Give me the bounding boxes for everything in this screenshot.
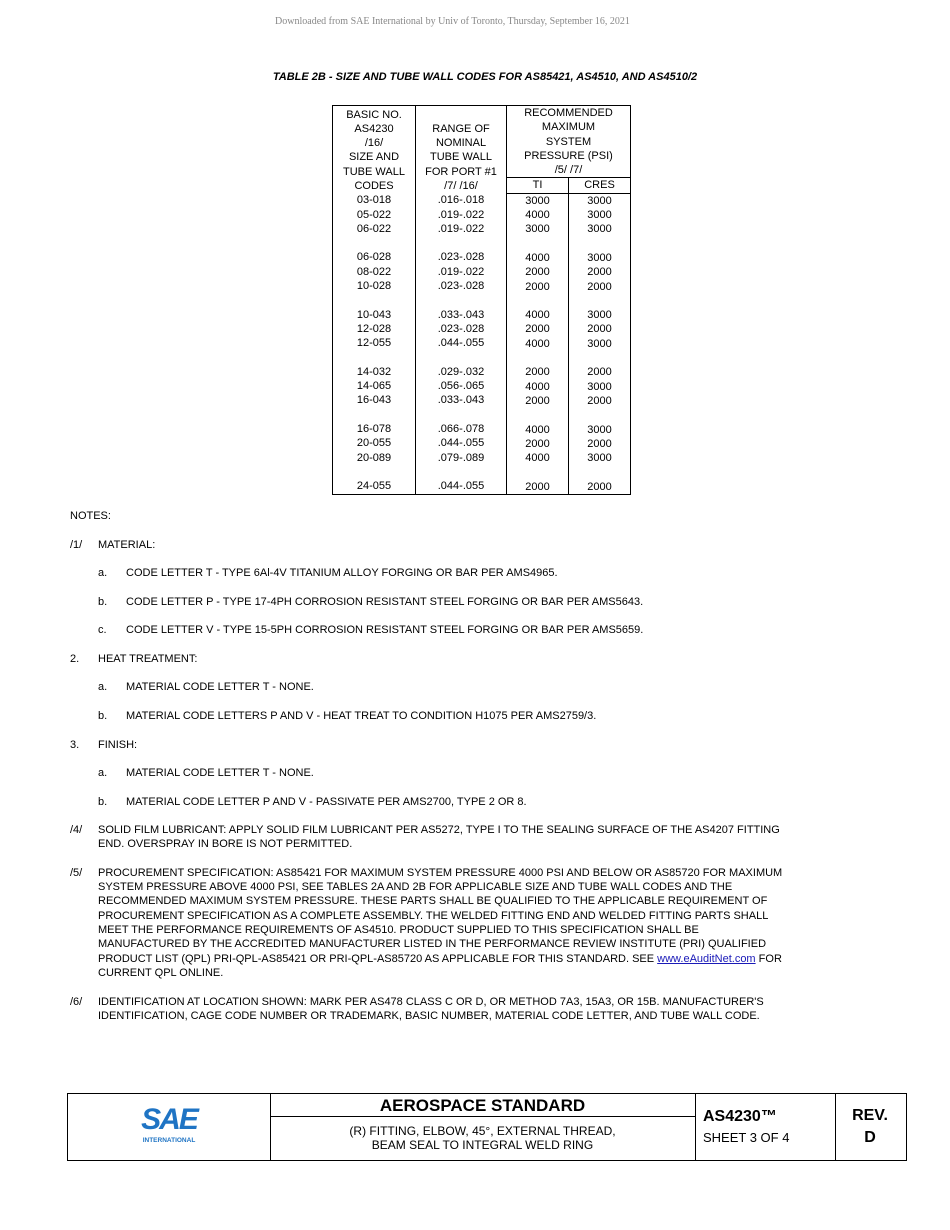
note-5-line-4: PROCUREMENT SPECIFICATION AS A COMPLETE ASSEMBLY. THE WELDED FITTING END AND WELDED FITTING PARTS SHALL <box>98 910 769 922</box>
notes-heading: NOTES: <box>70 510 111 522</box>
cell-range: .029-.032 <box>437 365 485 378</box>
note-1a-text: CODE LETTER T - TYPE 6Al-4V TITANIUM ALLOY FORGING OR BAR PER AMS4965. <box>126 567 558 579</box>
note-3a-letter: a. <box>98 767 108 779</box>
cell-code: 16-043 <box>356 394 392 407</box>
cell-ti-pressure: 4000 <box>525 452 550 465</box>
cell-range: .044-.055 <box>437 437 485 450</box>
note-2-title: HEAT TREATMENT: <box>98 653 198 665</box>
group-gap <box>337 465 411 479</box>
note-5-line-2: SYSTEM PRESSURE ABOVE 4000 PSI, SEE TABLES 2A AND 2B FOR APPLICABLE SIZE AND TUBE WALL CODES AND THE <box>98 881 733 893</box>
group-gap <box>511 408 564 422</box>
note-5-line-6: MANUFACTURED BY THE ACCREDITED MANUFACTURER LISTED IN THE PERFORMANCE REVIEW INSTITUTE (PRI) QUALIFIED <box>98 938 767 950</box>
header-basic-no <box>333 106 416 194</box>
cell-range: .044-.055 <box>437 337 485 350</box>
group-gap <box>420 236 502 250</box>
part-description-line-2: BEAM SEAL TO INTEGRAL WELD RING <box>371 1138 594 1152</box>
header-line: AS4230 <box>354 122 394 135</box>
sheet-number: SHEET 3 OF 4 <box>703 1130 790 1145</box>
group-gap <box>420 408 502 422</box>
cell-cres-pressure: 3000 <box>587 309 612 322</box>
header-line: RECOMMENDED <box>524 107 613 119</box>
note-1-title: MATERIAL: <box>98 539 156 551</box>
sae-logo <box>68 1094 271 1160</box>
cell-range: .056-.065 <box>437 380 485 393</box>
cell-cres-pressure: 3000 <box>587 251 612 264</box>
part-description <box>270 1124 695 1152</box>
note-1-num: /1/ <box>70 539 83 551</box>
group-gap <box>420 465 502 479</box>
note-5-line-3: RECOMMENDED MAXIMUM SYSTEM PRESSURE. THESE PARTS SHALL BE QUALIFIED TO THE APPLICABLE REQUIREMENT OF <box>98 895 768 907</box>
cell-code: 03-018 <box>356 194 392 207</box>
cell-cres-pressure: 3000 <box>587 223 612 236</box>
cell-range: .023-.028 <box>437 280 485 293</box>
cell-code: 05-022 <box>356 208 392 221</box>
note-2-num: 2. <box>70 653 80 665</box>
note-2a-text: MATERIAL CODE LETTER T - NONE. <box>126 681 314 693</box>
cell-ti-pressure: 2000 <box>525 366 550 379</box>
note-1c-letter: c. <box>98 624 107 636</box>
cell-ti-pressure: 4000 <box>525 337 550 350</box>
header-line: /5/ /7/ <box>554 164 583 177</box>
aerospace-standard-label: AEROSPACE STANDARD <box>270 1094 695 1117</box>
group-gap <box>573 237 626 251</box>
sae-logo-sub: INTERNATIONAL <box>142 1137 196 1144</box>
note-1b-text: CODE LETTER P - TYPE 17-4PH CORROSION RESISTANT STEEL FORGING OR BAR PER AMS5643. <box>126 596 644 608</box>
cell-ti-pressure: 4000 <box>525 209 550 222</box>
header-ti: TI <box>507 178 569 193</box>
title-block <box>67 1093 907 1161</box>
header-pressure <box>507 106 631 178</box>
group-gap <box>337 408 411 422</box>
cell-ti-pressure: 3000 <box>525 223 550 236</box>
cell-cres-pressure: 2000 <box>587 480 612 493</box>
cell-code: 10-028 <box>356 280 392 293</box>
note-3a-text: MATERIAL CODE LETTER T - NONE. <box>126 767 314 779</box>
group-gap <box>573 351 626 365</box>
download-note: Downloaded from SAE International by Univ of Toronto, Thursday, September 16, 2021 <box>275 16 630 27</box>
note-5-line-7-end: FOR <box>758 953 782 965</box>
size-tube-wall-table <box>332 105 631 495</box>
col-cres <box>569 193 631 494</box>
note-5-num: /5/ <box>70 867 83 879</box>
header-cres: CRES <box>569 178 631 193</box>
note-3-num: 3. <box>70 739 80 751</box>
group-gap <box>573 465 626 479</box>
cell-cres-pressure: 3000 <box>587 209 612 222</box>
part-description-line-1: (R) FITTING, ELBOW, 45°, EXTERNAL THREAD, <box>349 1124 616 1138</box>
cell-ti-pressure: 4000 <box>525 309 550 322</box>
header-line: MAXIMUM <box>541 121 596 134</box>
group-gap <box>420 293 502 307</box>
note-5-line-5: MEET THE PERFORMANCE REQUIREMENTS OF AS4510. PRODUCT SUPPLIED TO THIS SPECIFICATION SHALL BE <box>98 924 699 936</box>
cell-ti-pressure: 4000 <box>525 380 550 393</box>
group-gap <box>337 351 411 365</box>
note-4-num: /4/ <box>70 824 83 836</box>
note-3-title: FINISH: <box>98 739 138 751</box>
group-gap <box>573 408 626 422</box>
note-5-line-8: CURRENT QPL ONLINE. <box>98 967 224 979</box>
cell-cres-pressure: 2000 <box>587 366 612 379</box>
cell-range: .019-.022 <box>437 222 485 235</box>
cell-range: .019-.022 <box>437 265 485 278</box>
cell-cres-pressure: 2000 <box>587 280 612 293</box>
revision <box>835 1105 905 1149</box>
cell-cres-pressure: 3000 <box>587 423 612 436</box>
cell-code: 24-055 <box>356 480 392 493</box>
col-ti <box>507 193 569 494</box>
title-description <box>270 1094 696 1160</box>
note-5-line-7 <box>98 952 782 966</box>
cell-range: .023-.028 <box>437 322 485 335</box>
cell-ti-pressure: 2000 <box>525 323 550 336</box>
document-number: AS4230™ <box>703 1108 777 1125</box>
cell-code: 08-022 <box>356 265 392 278</box>
note-6-line-1: IDENTIFICATION AT LOCATION SHOWN: MARK PER AS478 CLASS C OR D, OR METHOD 7A3, 15A3, OR 15B. MANUFACTURER'S <box>98 996 764 1008</box>
cell-code: 16-078 <box>356 423 392 436</box>
cell-ti-pressure: 4000 <box>525 423 550 436</box>
header-line: CODES <box>354 179 394 192</box>
cell-code: 20-089 <box>356 451 392 464</box>
group-gap <box>573 294 626 308</box>
note-2a-letter: a. <box>98 681 108 693</box>
eauditnet-link[interactable]: www.eAuditNet.com <box>657 953 756 965</box>
cell-code: 06-028 <box>356 251 392 264</box>
revision-label: REV. <box>852 1107 888 1124</box>
cell-cres-pressure: 2000 <box>587 394 612 407</box>
cell-code: 14-032 <box>356 365 392 378</box>
cell-ti-pressure: 2000 <box>525 437 550 450</box>
group-gap <box>511 237 564 251</box>
header-range <box>416 106 507 194</box>
group-gap <box>511 465 564 479</box>
header-line: NOMINAL <box>435 137 487 150</box>
group-gap <box>337 236 411 250</box>
cell-range: .019-.022 <box>437 208 485 221</box>
cell-code: 12-028 <box>356 322 392 335</box>
note-2b-letter: b. <box>98 710 108 722</box>
note-3b-letter: b. <box>98 796 108 808</box>
note-6-num: /6/ <box>70 996 83 1008</box>
note-5-line-7-text: PRODUCT LIST (QPL) PRI-QPL-AS85421 OR PRI-QPL-AS85720 AS APPLICABLE FOR THIS STANDARD. SEE <box>98 953 655 965</box>
cell-code: 14-065 <box>356 380 392 393</box>
note-4-line-1: SOLID FILM LUBRICANT: APPLY SOLID FILM LUBRICANT PER AS5272, TYPE I TO THE SEALING SURFACE OF THE AS4207 FITTING <box>98 824 780 836</box>
header-line: SIZE AND <box>348 151 400 164</box>
cell-ti-pressure: 2000 <box>525 280 550 293</box>
col-codes <box>333 193 416 494</box>
cell-range: .044-.055 <box>437 480 485 493</box>
cell-cres-pressure: 3000 <box>587 194 612 207</box>
cell-ti-pressure: 3000 <box>525 194 550 207</box>
note-1a-letter: a. <box>98 567 108 579</box>
note-2b-text: MATERIAL CODE LETTERS P AND V - HEAT TREAT TO CONDITION H1075 PER AMS2759/3. <box>126 710 597 722</box>
note-4-line-2: END. OVERSPRAY IN BORE IS NOT PERMITTED. <box>98 838 353 850</box>
document-number-cell <box>695 1094 836 1160</box>
cell-cres-pressure: 2000 <box>587 266 612 279</box>
header-line: TUBE WALL <box>343 165 405 178</box>
cell-code: 20-055 <box>356 437 392 450</box>
revision-value: D <box>864 1129 876 1146</box>
cell-cres-pressure: 2000 <box>587 437 612 450</box>
cell-range: .079-.089 <box>437 451 485 464</box>
cell-range: .016-.018 <box>437 194 485 207</box>
cell-ti-pressure: 2000 <box>525 266 550 279</box>
cell-code: 10-043 <box>356 308 392 321</box>
note-5-line-1: PROCUREMENT SPECIFICATION: AS85421 FOR MAXIMUM SYSTEM PRESSURE 4000 PSI AND BELOW OR AS85720 FOR MAXIMUM <box>98 867 783 879</box>
header-line: PRESSURE (PSI) <box>524 149 613 162</box>
header-line: FOR PORT #1 <box>425 165 497 178</box>
cell-range: .066-.078 <box>437 423 485 436</box>
cell-cres-pressure: 2000 <box>587 323 612 336</box>
cell-code: 12-055 <box>356 337 392 350</box>
header-line: RANGE OF <box>432 122 490 135</box>
group-gap <box>511 351 564 365</box>
group-gap <box>511 294 564 308</box>
cell-ti-pressure: 4000 <box>525 251 550 264</box>
note-1c-text: CODE LETTER V - TYPE 15-5PH CORROSION RESISTANT STEEL FORGING OR BAR PER AMS5659. <box>126 624 644 636</box>
header-line: TUBE WALL <box>430 151 492 164</box>
note-1b-letter: b. <box>98 596 108 608</box>
cell-ti-pressure: 2000 <box>525 394 550 407</box>
cell-cres-pressure: 3000 <box>587 452 612 465</box>
cell-range: .033-.043 <box>437 308 485 321</box>
group-gap <box>420 351 502 365</box>
cell-cres-pressure: 3000 <box>587 380 612 393</box>
cell-range: .023-.028 <box>437 251 485 264</box>
header-line: /7/ /16/ <box>444 179 478 192</box>
note-6-line-2: IDENTIFICATION, CAGE CODE NUMBER OR TRADEMARK, BASIC NUMBER, MATERIAL CODE LETTER, AND TUBE WALL CODE. <box>98 1010 760 1022</box>
header-line: BASIC NO. <box>346 108 402 121</box>
cell-ti-pressure: 2000 <box>525 480 550 493</box>
cell-code: 06-022 <box>356 222 392 235</box>
col-range <box>416 193 507 494</box>
cell-cres-pressure: 3000 <box>587 337 612 350</box>
revision-cell <box>835 1094 905 1160</box>
header-line: SYSTEM <box>545 135 592 148</box>
note-3b-text: MATERIAL CODE LETTER P AND V - PASSIVATE PER AMS2700, TYPE 2 OR 8. <box>126 796 527 808</box>
header-line: /16/ <box>364 137 384 150</box>
sae-logo-mark: SAE <box>141 1103 197 1136</box>
group-gap <box>337 293 411 307</box>
cell-range: .033-.043 <box>437 394 485 407</box>
table-title: TABLE 2B - SIZE AND TUBE WALL CODES FOR AS85421, AS4510, AND AS4510/2 <box>272 71 698 83</box>
